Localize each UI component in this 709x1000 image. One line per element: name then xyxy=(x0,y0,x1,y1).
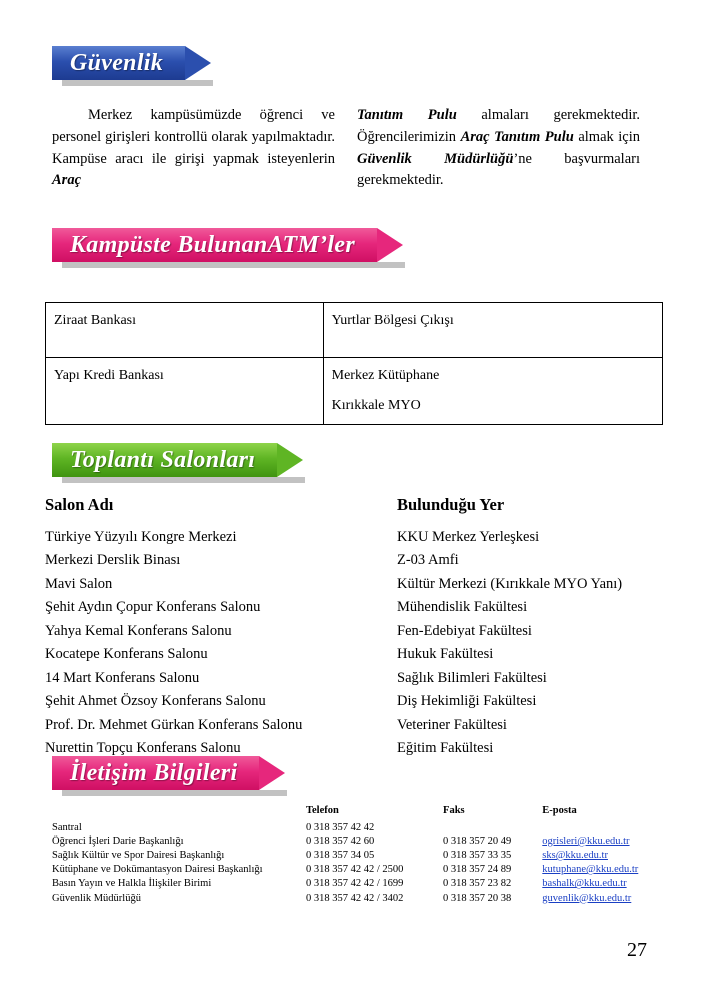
guvenlik-text-5: Araç Tanıtım Pulu xyxy=(460,128,574,145)
salon-names-header: Salon Adı xyxy=(45,495,114,514)
atm-location xyxy=(323,358,662,425)
guvenlik-text-6: almak için xyxy=(573,128,641,145)
section-heading-guvenlik-label: Güvenlik xyxy=(70,50,164,76)
contact-header-faks: Faks xyxy=(443,805,465,816)
list-item: Z-03 Amfi xyxy=(397,552,459,569)
guvenlik-text-1: Merkez kampüsümüzde öğrenci ve personel girişleri kontrollü olarak yapılmaktadır. Kampüse aracı ile girişi yapmak isteyenlerin xyxy=(52,107,335,167)
guvenlik-text-2: Araç xyxy=(52,172,81,189)
contact-telefon: 0 318 357 42 42 / 1699 xyxy=(305,878,404,890)
banner-shadow xyxy=(62,80,213,86)
contact-faks: 0 318 357 20 38 xyxy=(443,892,512,904)
contact-table xyxy=(52,805,652,905)
contact-header-eposta: E-posta xyxy=(542,805,577,816)
contact-email-link[interactable]: bashalk@kku.edu.tr xyxy=(542,878,627,890)
table-row xyxy=(46,358,663,425)
atm-location-line1: Yurtlar Bölgesi Çıkışı xyxy=(331,313,454,328)
list-item: Kocatepe Konferans Salonu xyxy=(45,646,208,663)
contact-table-header-row xyxy=(52,805,652,820)
contact-faks: 0 318 357 20 49 xyxy=(443,835,512,847)
table-row xyxy=(52,877,652,891)
list-item: Hukuk Fakültesi xyxy=(397,646,494,663)
guvenlik-paragraph-column-right xyxy=(357,105,640,192)
atm-location-line2: Kırıkkale MYO xyxy=(331,398,421,413)
contact-telefon: 0 318 357 34 05 xyxy=(305,849,375,861)
contact-email-link[interactable]: kutuphane@kku.edu.tr xyxy=(542,864,639,876)
list-item: Şehit Ahmet Özsoy Konferans Salonu xyxy=(45,693,266,710)
list-item: Diş Hekimliği Fakültesi xyxy=(397,693,537,710)
banner-shadow xyxy=(62,262,405,268)
list-item: Türkiye Yüzyılı Kongre Merkezi xyxy=(45,529,237,545)
banner-shadow xyxy=(62,790,287,796)
contact-telefon: 0 318 357 42 42 xyxy=(305,821,375,833)
list-item: Veteriner Fakültesi xyxy=(397,716,507,733)
contact-telefon: 0 318 357 42 60 xyxy=(305,835,375,847)
list-item: Şehit Aydın Çopur Konferans Salonu xyxy=(45,599,261,616)
contact-email-link[interactable]: guvenlik@kku.edu.tr xyxy=(542,892,632,904)
banner-arrow-icon xyxy=(259,756,285,790)
contact-name: Basın Yayın ve Halkla İlişkiler Birimi xyxy=(52,878,212,890)
banner-arrow-icon xyxy=(185,46,211,80)
section-heading-atm xyxy=(52,228,377,262)
section-heading-toplanti-label: Toplantı Salonları xyxy=(70,447,256,473)
salon-names-list xyxy=(45,526,397,761)
table-row xyxy=(52,820,652,834)
atm-bank-name: Yapı Kredi Bankası xyxy=(46,358,324,425)
contact-name: Sağlık Kültür ve Spor Dairesi Başkanlığı xyxy=(52,849,225,861)
salon-lists xyxy=(45,495,665,761)
salon-locations-column xyxy=(397,495,657,761)
contact-header-telefon: Telefon xyxy=(305,805,339,816)
list-item: Prof. Dr. Mehmet Gürkan Konferans Salonu xyxy=(45,716,303,733)
contact-email-link[interactable]: sks@kku.edu.tr xyxy=(542,849,608,861)
atm-table xyxy=(45,302,663,425)
list-item: Fen-Edebiyat Fakültesi xyxy=(397,622,532,639)
contact-email-link[interactable] xyxy=(542,820,652,834)
list-item: KKU Merkez Yerleşkesi xyxy=(397,529,540,545)
contact-name: Öğrenci İşleri Darie Başkanlığı xyxy=(52,835,184,847)
list-item: Kültür Merkezi (Kırıkkale MYO Yanı) xyxy=(397,575,623,592)
list-item: Mühendislik Fakültesi xyxy=(397,599,528,616)
guvenlik-text-4: almaları gerekmektedir. Öğrencilerimizin xyxy=(357,107,641,145)
guvenlik-text-3: Tanıtım Pulu xyxy=(357,107,457,123)
list-item: Nurettin Topçu Konferans Salonu xyxy=(45,740,241,757)
guvenlik-text-7: Güvenlik Müdürlüğü xyxy=(357,150,514,167)
banner-arrow-icon xyxy=(277,443,303,477)
page-number: 27 xyxy=(627,939,647,961)
section-heading-iletisim xyxy=(52,756,259,790)
atm-location-line1: Merkez Kütüphane xyxy=(331,368,440,383)
contact-name: Santral xyxy=(52,821,82,833)
table-row xyxy=(52,891,652,905)
salon-locations-header: Bulunduğu Yer xyxy=(397,495,505,514)
contact-faks: 0 318 357 24 89 xyxy=(443,864,512,876)
guvenlik-paragraph-column-left xyxy=(52,105,335,192)
guvenlik-paragraph xyxy=(52,105,640,192)
contact-name: Güvenlik Müdürlüğü xyxy=(52,892,141,904)
salon-locations-list xyxy=(397,526,657,761)
banner-arrow-icon xyxy=(377,228,403,262)
guvenlik-text-8: ’ne başvurmaları gerekmektedir. xyxy=(357,150,640,189)
contact-header-name xyxy=(52,805,306,820)
atm-location xyxy=(323,303,662,358)
section-heading-iletisim-label: İletişim Bilgileri xyxy=(70,760,238,786)
salon-names-column xyxy=(45,495,397,761)
table-row xyxy=(52,834,652,848)
contact-telefon: 0 318 357 42 42 / 2500 xyxy=(305,864,404,876)
contact-faks xyxy=(443,820,542,834)
contact-name: Kütüphane ve Dokümantasyon Dairesi Başkanlığı xyxy=(52,864,263,876)
table-row xyxy=(52,863,652,877)
table-row xyxy=(52,848,652,862)
section-heading-guvenlik xyxy=(52,46,185,80)
contact-telefon: 0 318 357 42 42 / 3402 xyxy=(305,892,404,904)
list-item: Mavi Salon xyxy=(45,575,113,592)
contact-faks: 0 318 357 23 82 xyxy=(443,878,512,890)
list-item: Yahya Kemal Konferans Salonu xyxy=(45,622,232,639)
list-item: Sağlık Bilimleri Fakültesi xyxy=(397,669,547,686)
contact-faks: 0 318 357 33 35 xyxy=(443,849,512,861)
list-item: 14 Mart Konferans Salonu xyxy=(45,669,200,686)
list-item: Merkezi Derslik Binası xyxy=(45,552,181,569)
banner-shadow xyxy=(62,477,305,483)
contact-email-link[interactable]: ogrisleri@kku.edu.tr xyxy=(542,835,630,847)
table-row xyxy=(46,303,663,358)
section-heading-toplanti xyxy=(52,443,277,477)
list-item: Eğitim Fakültesi xyxy=(397,740,494,757)
atm-bank-name: Ziraat Bankası xyxy=(46,303,324,358)
section-heading-atm-label: Kampüste BulunanATM’ler xyxy=(70,232,355,258)
